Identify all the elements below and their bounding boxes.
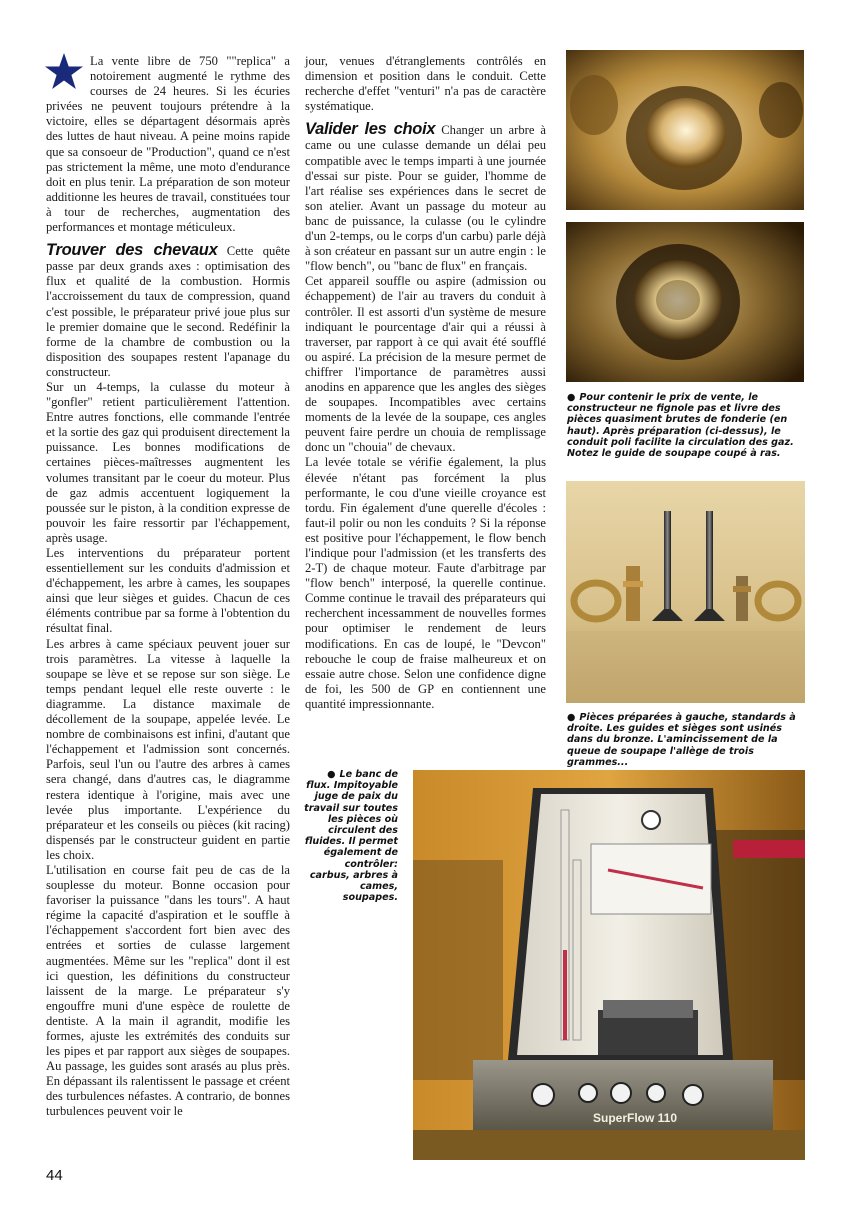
body-paragraph: Les interventions du préparateur portent essentiellement sur les conduits d'admission et d'échappement, les arbre à cames, les soupapes ainsi que leur sièges et guides. Chacun de ces éléments contribue par sa forme à l'obtention du résultat final. (46, 546, 290, 636)
star-icon (44, 52, 84, 92)
body-paragraph: La levée totale se vérifie également, la plus élevée n'étant pas forcément la plus performante, le cou d'une vieille croyance est tordu. Fin également d'une querelle d'écoles : faut-il polir ou non les conduits ? Si la réponse est positive pour l'échappement, le flow bench l'indique pour l'admission (et les transferts des 2-T) de chaque moteur. Faute d'arbitrage par "flow bench" interposé, la querelle continue. Comme continue le travail des préparateurs qui recherchent incessamment de nouvelles formes pour optimiser le rendement de leurs modifications. En cas de loupé, le "Devcon" rebouche le coup de fraise malheureux et on essaie autre chose. Selon une confidence digne de foi, les 500 de GP en contiennent une quantité impressionnante. (305, 455, 546, 711)
body-paragraph: Cet appareil souffle ou aspire (admission ou échappement) de l'air au travers du conduit à contrôler. Il est assorti d'un système de mesure indiquant le pourcentage d'air qui a réussi à traverser, par rapport à ce qui avait été soufflé ou aspiré. La précision de la mesure permet de chiffrer l'importance de paramètres aussi anodins en apparence que les angles des sièges de soupapes. Incompatibles avec certains moments de la levée de la soupape, ces angles peuvent faire perdre un chouia de remplissage donc un "chouia" de chevaux. (305, 274, 546, 455)
body-paragraph: Les arbres à came spéciaux peuvent jouer sur trois paramètres. La vitesse à laquelle la soupape se lève et se repose sur son siège. Le temps pendant lequel elle reste ouverte : le diagramme. La distance maximale de décollement de la soupape, appelée levée. Le nombre de combinaisons est infini, d'autant que l'échappement et l'admission sont concernés. Parfois, seul l'un ou l'autre des arbres à cames sera changé, dans d'autres cas, le diagramme restera identique à l'origine, mais avec une levée plus importante. L'expérience du préparateur et les conseils ou pièces (kit racing) dispensés par le constructeur guident en partie les choix. (46, 636, 290, 862)
body-paragraph: jour, venues d'étranglements contrôlés en dimension et position dans le conduit. Cette recherche d'effet "venturi" n'a pas de caractère systématique. (305, 54, 546, 114)
machine-label: SuperFlow 110 (593, 1111, 678, 1125)
subhead-valider: Valider les choix (305, 120, 436, 139)
caption-valves: ● Pièces préparées à gauche, standards à droite. Les guides et sièges sont usinés dans du bronze. L'amincissement de la queue de soupape l'allège de trois grammes... (567, 712, 796, 768)
photo-valves (566, 481, 805, 703)
photo-flow-bench (413, 770, 805, 1160)
intro-paragraph: La vente libre de 750 ""replica" a notoirement augmenté le rythme des courses de 24 heures. Si les écuries privées ne peuvent toujours prétendre à la victoire, elles se départagent désormais après des luttes de haut niveau. A peine moins rapide que sa consoeur de "Production", quand ce n'est pas strictement la même, une moto d'endurance doit en plus tenir. La préparation de son moteur additionne les heures de travail, constituées tour à tour de recherches, augmentation des performances et montage méticuleux. (46, 54, 290, 235)
body-paragraph: L'utilisation en course fait peu de cas de la souplesse du moteur. Bonne occasion pour favoriser la puissance "dans les tours". A haut régime la capacité d'aspiration et le souffle à l'échappement s'accordent fort bien avec des entrées et sorties de culasse largement augmentées. Même sur les "replica" dont il est ici question, les définitions du constructeur laissent de la marge. Le préparateur s'y engouffre muni d'une espèce de roulette de dentiste. A la main il agrandit, modifie les formes, ajuste les extrémités des conduits sur les pipes et par rapport aux sièges de soupapes. Au passage, les guides sont arasés au plus près. En dépassant ils ralentissent le passage et créent des turbulences néfastes. A contrario, de bonnes turbulences peuvent voir le (46, 862, 290, 1119)
subhead-trouver: Trouver des chevaux (46, 241, 218, 260)
page-number: 44 (46, 1167, 63, 1184)
photo-raw-port (566, 50, 804, 210)
body-paragraph: Sur un 4-temps, la culasse du moteur à "gonfler" retient particulièrement l'attention. Entre autres fonctions, elle commande l'entrée et la sortie des gaz qui produisent directement la puissance. Les bonnes modifications de certaines pièces-maîtresses augmentent les volumes transitant par le coeur du moteur. Plus de gaz admis accentuent logiquement la poussée sur le piston, à la condition expresse de pouvoir les faire ressortir par l'échappement, après usage. (46, 379, 290, 545)
photo-prepared-port (566, 222, 804, 382)
article-column-1 (46, 54, 290, 1120)
caption-flowbench: ● Le banc de flux. Impitoyable juge de paix du travail sur toutes les pièces où circulent des fluides. Il permet également de contrôler: carbus, arbres à cames, soupapes. (304, 769, 398, 904)
caption-ports: ● Pour contenir le prix de vente, le constructeur ne fignole pas et livre des pièces quasiment brutes de fonderie (en haut). Après préparation (ci-dessus), le conduit poli facilite la circulation des gaz. Notez le guide de soupape coupé à ras. (567, 392, 794, 460)
section-valider-paragraph: Valider les choix Changer un arbre à came ou une culasse demande un délai peu compatible avec le temps imparti à une journée d'essai sur piste. Pour se guider, l'homme de l'art réalise ses expériences dans le secret de son atelier. Avant un passage du moteur au banc de puissance, la culasse (ou le cylindre d'un 2-temps, ou le corps d'un carbu) parle déjà à son créateur en passant sur un autre engin : le "flow bench", ou "banc de flux" en français. (305, 120, 547, 274)
section-trouver-paragraph: Trouver des chevaux Cette quête passe par deux grands axes : optimisation des flux et qualité de la combustion. Hormis l'accroissement du taux de compression, quand c'est possible, le préparateur privé joue plus sur le premier domaine que le second. Redéfinir la forme de la chambre de combustion ou la disposition des soupapes restent l'apanage du constructeur. (46, 241, 290, 379)
article-column-2 (305, 54, 546, 712)
